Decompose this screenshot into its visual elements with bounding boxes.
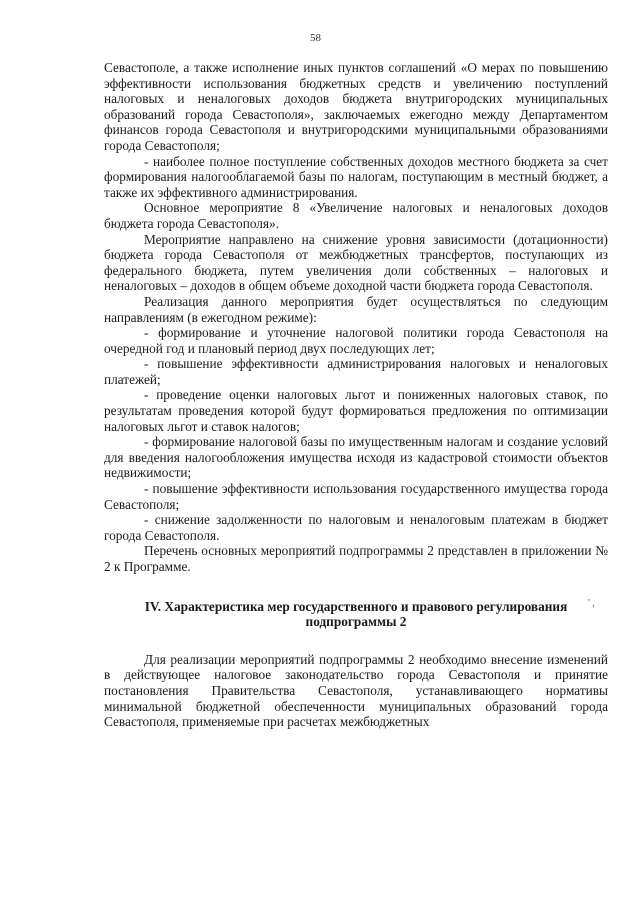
paragraph: Для реализации мероприятий подпрограммы 2 необходимо внесение изменений в действующее налоговое законодательство города Севастополя и принятие постановления Правительства Севастополя, устанавливающего нормативы минимальной бюджетной обеспеченности муниципальных образований города Севастополя, применяемые при расчетах межбюджетных — [104, 651, 608, 730]
section-title: IV. Характеристика мер государственного и правового регулирования подпрограммы 2 — [144, 598, 568, 630]
list-item: - повышение эффективности использования государственного имущества города Севастополя; — [104, 481, 608, 512]
paragraph: - наиболее полное поступление собственных доходов местного бюджета за счет формирования налогооблагаемой базы по налогам, поступающим в местный бюджет, а также их эффективного администрирования. — [104, 153, 608, 200]
paragraph: Реализация данного мероприятия будет осуществляться по следующим направлениям (в ежегодном режиме): — [104, 293, 608, 325]
paragraph: Мероприятие направлено на снижение уровня зависимости (дотационности) бюджета города Севастополя от межбюджетных трансфертов, поступающих из федерального бюджета, путем увеличения доли собственных – налоговых и неналоговых – доходов в общем объеме доходной части бюджета города Севастополя. — [104, 231, 608, 294]
margin-mark: ' , — [588, 598, 595, 609]
list-item: - формирование и уточнение налоговой политики города Севастополя на очередной год и плановый период двух последующих лет; — [104, 325, 608, 356]
page-number: 58 — [310, 32, 321, 44]
paragraph: Севастополе, а также исполнение иных пунктов соглашений «О мерах по повышению эффективности использования бюджетных средств и увеличению поступлений налоговых и неналоговых доходов бюджета внутригородских муниципальных образований города Севастополя», заключаемых ежегодно между Департаментом финансов города Севастополя и внутригородскими муниципальными образованиями города Севастополя; — [104, 60, 608, 153]
list-item: - формирование налоговой базы по имущественным налогам и создание условий для введения налогообложения имущества исходя из кадастровой стоимости объектов недвижимости; — [104, 434, 608, 481]
body-text — [104, 60, 608, 730]
list-item: - проведение оценки налоговых льгот и пониженных налоговых ставок, по результатам проведения которой будут формироваться предложения по оптимизации налоговых льгот и ставок налогов; — [104, 387, 608, 434]
list-item: - снижение задолженности по налоговым и неналоговым платежам в бюджет города Севастополя. — [104, 512, 608, 543]
list-item: - повышение эффективности администрирования налоговых и неналоговых платежей; — [104, 356, 608, 387]
paragraph: Основное мероприятие 8 «Увеличение налоговых и неналоговых доходов бюджета города Севастополя». — [104, 200, 608, 231]
paragraph: Перечень основных мероприятий подпрограммы 2 представлен в приложении № 2 к Программе. — [104, 543, 608, 574]
